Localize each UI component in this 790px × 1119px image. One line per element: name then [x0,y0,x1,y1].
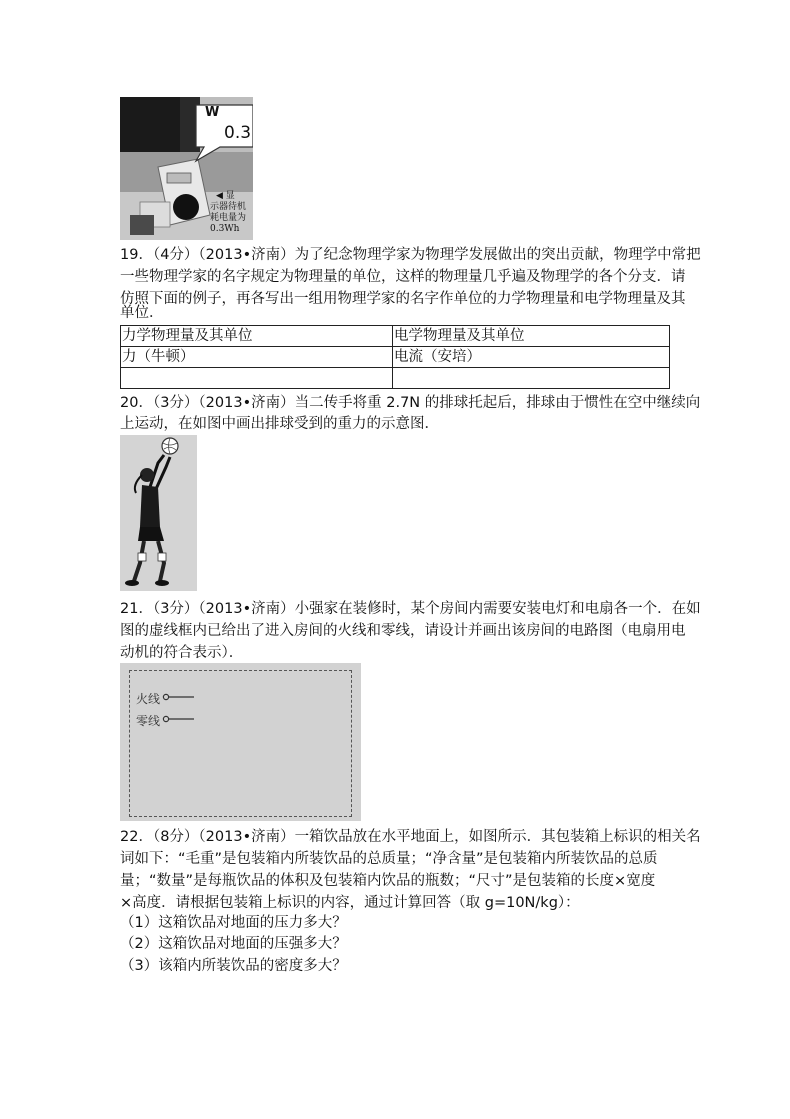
screen-value: 0.3 [224,123,252,143]
volleyball-setter-figure [120,435,197,591]
q19-line: 一些物理学家的名字规定为物理量的单位，这样的物理量几乎遍及物理学的各个分支．请 [120,269,686,285]
table-header-electricity: 电学物理量及其单位 [393,326,670,347]
q22-line: 量；“数量”是每瓶饮品的体积及包装箱内饮品的瓶数；“尺寸”是包装箱的长度×宽度 [120,873,656,889]
neutral-wire-terminal-icon [163,716,168,721]
q20-line: 上运动，在如图中画出排球受到的重力的示意图． [120,416,439,432]
table-header-mechanics: 力学物理量及其单位 [121,326,393,347]
q21-line: 动机的符合表示）． [120,645,244,661]
q20-line: 20．（3分）（2013•济南）当二传手将重 2.7N 的排球托起后，排球由于惯性在空中继续向 [120,395,701,411]
table-cell: 电流（安培） [393,347,670,368]
wire-terminals [120,663,361,821]
photo-caption [210,191,246,235]
table-header-row [121,326,670,347]
q22-line: 词如下：“毛重”是包装箱内所装饮品的总质量；“净含量”是包装箱内所装饮品的总质 [120,851,658,867]
q22-subquestion: （3）该箱内所装饮品的密度多大？ [120,958,347,974]
live-wire-label: 火线 [136,692,161,706]
table-row [121,347,670,368]
q19-line: 单位． [120,305,164,321]
standby-power-photo [120,97,253,240]
volleyball-setter-drawing [120,435,197,591]
q19-line: 19．（4分）（2013•济南）为了纪念物理学家为物理学发展做出的突出贡献，物理学中常把 [120,247,701,263]
photo-caption-line: ◀ 显 [216,191,235,201]
photo-caption-line: 示器待机 [210,202,247,212]
table-cell: 力（牛顿） [121,347,393,368]
q19-line: 仿照下面的例子，再各写出一组用物理学家的名字作单位的力学物理量和电学物理量及其 [120,291,686,307]
photo-caption-line: 0.3Wh [210,224,240,234]
q22-line: 22．（8分）（2013•济南）一箱饮品放在水平地面上，如图所示．其包装箱上标识的相关名 [120,829,701,845]
answer-cell-mechanics[interactable] [121,368,393,389]
live-wire-terminal-icon [163,694,168,699]
photo-caption-line: 耗电量为 [210,213,247,223]
q21-line: 图的虚线框内已给出了进入房间的火线和零线，请设计并画出该房间的电路图（电扇用电 [120,623,686,639]
answer-cell-electricity[interactable] [393,368,670,389]
wiring-diagram-box[interactable] [120,663,361,821]
q22-line: ×高度．请根据包装箱上标识的内容，通过计算回答（取 g=10N/kg）： [120,895,580,911]
q22-subquestion: （2）这箱饮品对地面的压强多大？ [120,936,347,952]
screen-letter: W [205,105,220,120]
table-row-blank[interactable] [121,368,670,389]
q21-line: 21．（3分）（2013•济南）小强家在装修时，某个房间内需要安装电灯和电扇各一个．在如 [120,601,701,617]
units-table [120,325,670,389]
neutral-wire-label: 零线 [136,714,161,728]
q22-subquestion: （1）这箱饮品对地面的压力多大？ [120,915,347,931]
